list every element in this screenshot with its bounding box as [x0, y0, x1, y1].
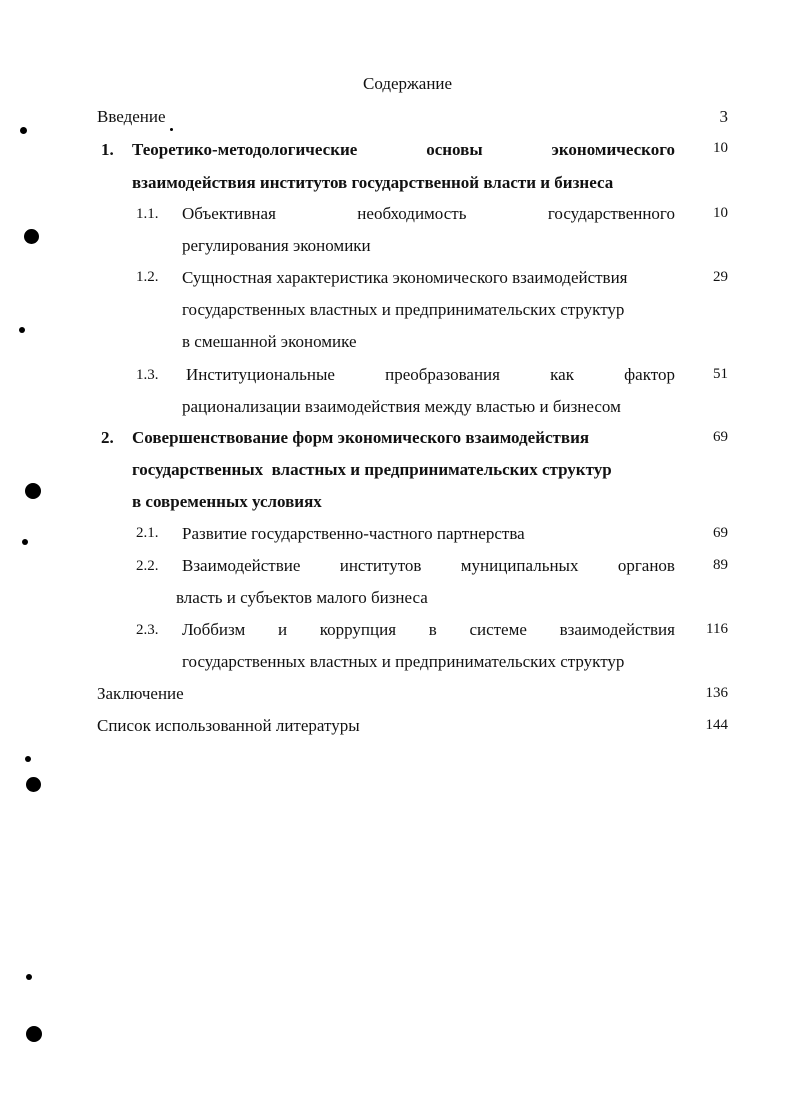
toc-ch1-number: 1.: [101, 140, 114, 159]
toc-word: органов: [617, 556, 675, 575]
toc-word: как: [550, 365, 574, 384]
toc-s11-line1: [182, 203, 675, 225]
toc-references-page: 144: [705, 717, 728, 733]
scan-dot: [22, 539, 28, 545]
scan-dot: [26, 1026, 42, 1042]
toc-word: преобразования: [385, 365, 500, 384]
toc-s12-line2: государственных властных и предпринимательских структур: [182, 300, 625, 319]
toc-s11-line2: регулирования экономики: [182, 236, 371, 255]
toc-word: системе: [469, 620, 527, 639]
scan-dot: [25, 756, 31, 762]
toc-ch2-line2: государственных властных и предпринимательских структур: [132, 460, 612, 479]
toc-word: необходимость: [357, 204, 467, 223]
scan-dot: [25, 483, 41, 499]
toc-s23-number: 2.3.: [136, 622, 159, 638]
toc-s13-number: 1.3.: [136, 367, 159, 383]
toc-word: экономического: [551, 140, 675, 159]
scan-dot: [26, 974, 32, 980]
toc-s12-line3: в смешанной экономике: [182, 332, 357, 351]
toc-word: в: [428, 620, 437, 639]
toc-s21-line1: Развитие государственно-частного партнерства: [182, 524, 525, 543]
toc-s12-number: 1.2.: [136, 269, 159, 285]
toc-intro-page: 3: [719, 107, 728, 126]
toc-ch2-line3: в современных условиях: [132, 492, 322, 511]
toc-s12-page: 29: [713, 269, 728, 285]
toc-word: основы: [426, 140, 483, 159]
toc-word: коррупция: [319, 620, 397, 639]
toc-word: Теоретико-методологические: [132, 140, 358, 159]
toc-s21-page: 69: [713, 525, 728, 541]
toc-word: взаимодействия: [559, 620, 675, 639]
toc-word: Взаимодействие: [182, 556, 301, 575]
toc-intro-label: Введение: [97, 107, 166, 126]
page-title: Содержание: [363, 74, 453, 93]
toc-word: Объективная: [182, 204, 276, 223]
toc-ch1-line1: [132, 139, 675, 161]
scan-dot: [19, 327, 25, 333]
toc-ch2-page: 69: [713, 429, 728, 445]
toc-word: муниципальных: [460, 556, 579, 575]
toc-s12-line1: Сущностная характеристика экономического взаимодействия: [182, 268, 628, 287]
toc-word: фактор: [624, 365, 675, 384]
scan-dot: [24, 229, 39, 244]
toc-word: Институциональные: [186, 365, 335, 384]
toc-s11-number: 1.1.: [136, 206, 159, 222]
scan-dot: [26, 777, 41, 792]
scan-dot: [20, 127, 27, 134]
toc-word: Лоббизм: [182, 620, 246, 639]
toc-s13-page: 51: [713, 366, 728, 382]
toc-s21-number: 2.1.: [136, 525, 159, 541]
toc-ch2-number: 2.: [101, 428, 114, 447]
toc-s11-page: 10: [713, 205, 728, 221]
toc-s13-line2: рационализации взаимодействия между властью и бизнесом: [182, 397, 621, 416]
toc-ch1-line2: взаимодействия институтов государственной власти и бизнеса: [132, 173, 614, 192]
toc-s22-line1: [182, 555, 675, 577]
toc-conclusion-page: 136: [705, 685, 728, 701]
toc-s22-line2: власть и субъектов малого бизнеса: [176, 588, 428, 607]
toc-ch1-page: 10: [713, 140, 728, 156]
toc-s23-line2: государственных властных и предпринимательских структур: [182, 652, 625, 671]
toc-conclusion-label: Заключение: [97, 684, 184, 703]
toc-word: и: [277, 620, 288, 639]
toc-s13-line1: [186, 364, 675, 386]
toc-s22-page: 89: [713, 557, 728, 573]
toc-references-label: Список использованной литературы: [97, 716, 360, 735]
scan-dot: [170, 128, 173, 131]
toc-word: государственного: [547, 204, 675, 223]
toc-s23-page: 116: [706, 621, 728, 637]
toc-s22-number: 2.2.: [136, 558, 159, 574]
toc-ch2-line1: Совершенствование форм экономического взаимодействия: [132, 428, 590, 447]
toc-s23-line1: [182, 619, 675, 641]
toc-word: институтов: [339, 556, 422, 575]
